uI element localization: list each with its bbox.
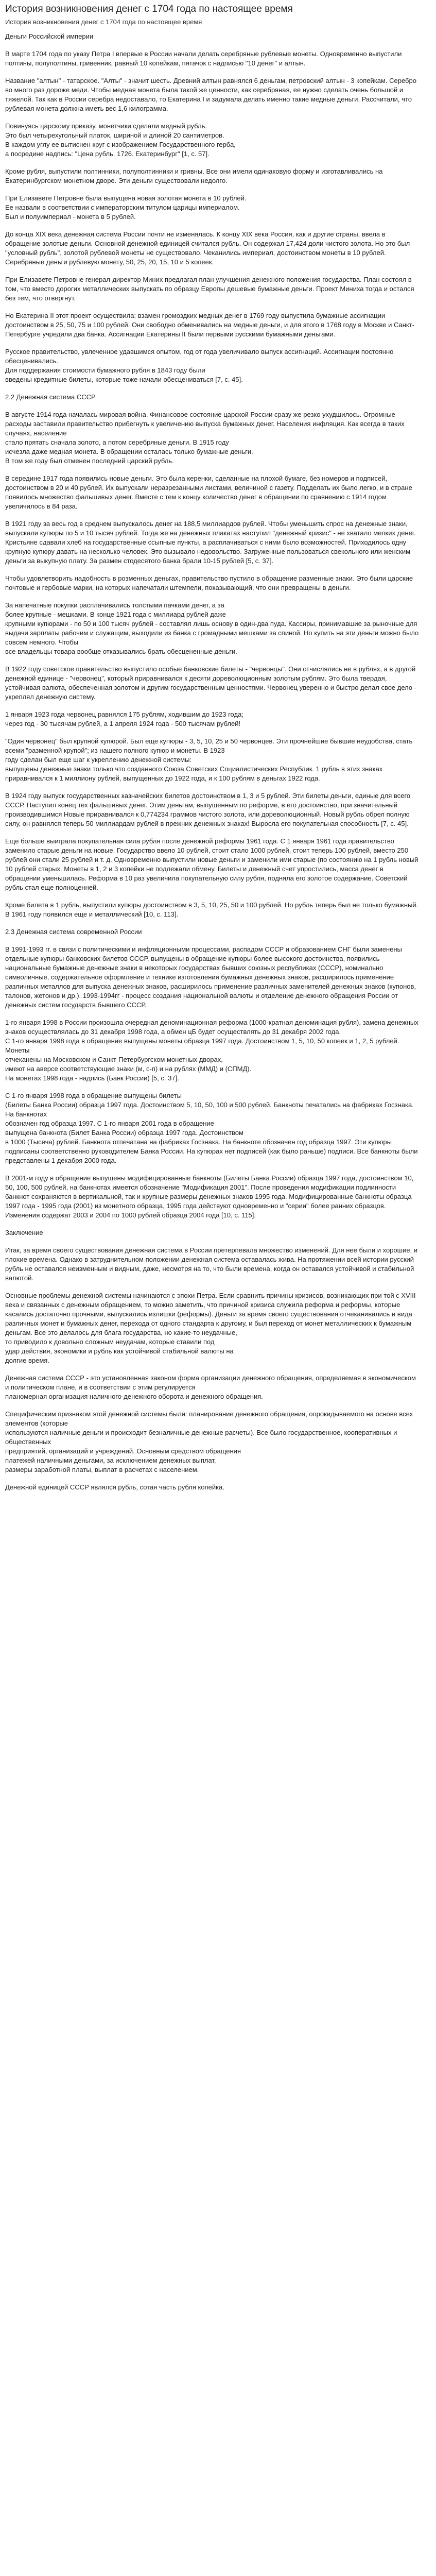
paragraph: Денежной единицей СССР являлся рубль, сотая часть рубля копейка. xyxy=(5,1483,224,1491)
paragraph: В 1991-1993 гг. в связи с политическими и инфляционными процессами, распадом СССР и образованием СНГ были заменены отдельные купюры банковских билетов СССР, выпущены в обращение купюры более высокого достоинства, появились национальные бумажные денежные знаки в некоторых государствах бывших союзных республиках (СССР), номинально символичные, содержательное оформление и технике изготовления бумажных денежных знаков, расширилось применение различных металлов для выпуска денежных знаков, расширилось применение различных заменителей денежных знаков (купонов, талонов, жетонов и др.). 1993-1994гг - процесс создания национальной валюты и отделение денежного обращения России от денежных систем государств бывшего СССР. xyxy=(5,945,416,1009)
paragraph: В середине 1917 года появились новые деньги. Это была керенки, сделанные на плохой бумаге, без номеров и подписей, достоинством в 20 и 40 рублей. Их выпускали неразрезанными листами, величиной с газету. Подделать их было легко, и в стране появилось множество фальшивых денег. Вместе с тем к концу количество денег в обращении по сравнению с 1914 годом увеличилось в 84 раза. xyxy=(5,474,412,510)
paragraph: В августе 1914 года началась мировая война. Финансовое состояние царской России сразу же резко ухудшилось. Огромные расходы заставили правительство прибегнуть к увеличению выпуска бумажных денег. Населения инфляция. Как всегда в таких случаях, население стало прятать сначала золото, а потом серебряные деньги. В 1915 году исчезла даже медная монета. В обращении осталась только бумажные деньги. В том же году был отменен последний царский рубль. xyxy=(5,411,405,465)
paragraph: В 1924 году выпуск государственных казначейских билетов достоинством в 1, 3 и 5 рублей. Эти билеты деньги, единые для всего СССР. Наступил конец тех фальшивых денег. Этим деньгам, выпущенным по реформе, в его достоинство, при значительный производившимся Новые приравнивался к 0,774234 граммов чистого золота, или дореволюционный. Новый рубль обрел полную силу, он равнялся теперь 50 миллиардам рублей в прежних денежных знаках! Выросла его покупательная способность [7, с. 45]. xyxy=(5,792,411,827)
paragraph: При Елизавете Петровне генерал-директор Миних предлагал план улучшения денежного положения государства. План состоял в том, что вместо дорогих металлических выпускать по образцу Европы дешевые бумажные деньги. Проект Миниха тогда и остался без тем, что отвергнут. xyxy=(5,276,414,302)
paragraph: В 2001-м году в обращение выпущены модифицированные банкноты (Билеты Банка России) образца 1997 года, достоинством 10, 50, 100, 500 рублей, на банкнотах имеется обозначение "Модификация 2001". После проведения модификации подлинности банкнот сохраняются в вертикальной, так и крупные размеры денежных знаков 1995 года. Модифицированные банкноты образца 1997 года - 1995 года (2001) из монетного образца, 1995 года действуют одновременно и "серии" более ранних образцов. Изменения содержат 2003 и 2004 по 1000 рублей образца 2004 года [10, с. 115]. xyxy=(5,1174,414,1219)
paragraph: 2.2 Денежная система СССР xyxy=(5,393,96,401)
paragraph: Заключение xyxy=(5,1229,43,1236)
paragraph: Основные проблемы денежной системы начинаются с эпохи Петра. Если сравнить причины кризисов, возникающих при той с XVIII века и связанных с денежным обращением, то можно заметить, что причиной кризиса служила реформа и реформы, которые касались достаточно прочными, выпускались излишки (реформы). Деньги за время своего существования отчеканивались и вида различных монет и бумажных денег, перехода от одного стандарта к другому, и был переход от монет металлических к бумажным деньгам. Все это делалось для блага государства, но какие-то неудачные, то приводило к довольно сложным неудачам, которые ставили под удар действия, экономики и рубль как устойчивой стабильной валюты на долгие время. xyxy=(5,1292,416,1364)
paragraph: Кроме рубля, выпустили полтинники, полуполтинники и гривны. Все они имели одинаковую форму и изготавливались на Екатеринбургском монетном дворе. Эти деньги существовали недолго. xyxy=(5,167,383,184)
paragraph: Итак, за время своего существования денежная система в России претерпевала множество изменений. Для нее были и хорошие, и плохие времена. Однако в затруднительном положении денежная система оставалась жива. На протяжении всей истории русский рубль не оставался неизменным и видным, даже, несмотря на то, что были времена, когда он оставался устойчивой и стабильной валютой. xyxy=(5,1246,418,1282)
paragraph: До конца XIX века денежная система России почти не изменялась. К концу XIX века Россия, как и другие страны, ввела в обращение золотые деньги. Основной денежной единицей считался рубль. Он содержал 17,424 доли чистого золота. Но это был "условный рубль", золотой рублевой монеты не существовало. Чеканились империал, достоинством монеты в 10 рублей. Серебряные деньги рублевую монету, 50, 25, 20, 15, 10 и 5 копеек. xyxy=(5,230,410,266)
paragraph: С 1-го января 1998 года в обращение выпущены билеты (Билеты Банка России) образца 1997 года. Достоинством 5, 10, 50, 100 и 500 рублей. Банкноты печатались на фабриках Госзнака. На банкнотах обозначен год образца 1997. С 1-го января 2001 года в обращение выпущена банкнота (Билет Банка России) образца 1997 года. Достоинством в 1000 (Тысяча) рублей. Банкнота отпечатана на фабриках Госзнака. На банкноте обозначен год образца 1997. Эти купюры подписаны соответственно руководителем Банка России. На купюрах нет подписей (как было раньше) подписи. Все банкноты были представлены 1 декабря 2000 года. xyxy=(5,1092,418,1164)
page-title: История возникновения денег с 1704 года по настоящее время xyxy=(5,4,293,14)
paragraph: Название "алтын" - татарское. "Алты" - значит шесть. Древний алтын равнялся 6 деньгам, петровский алтын - 3 копейкам. Серебро во много раз дороже меди. Чтобы медная монета была такой же ценности, как серебряная, ее нужно сделать очень большой и тяжелой. Так как в России серебра недоставало, то Екатерина I и задумала делать именно такие медные деньги. Рассчитали, что рублевая монета должна иметь вес 1,6 килограмма. xyxy=(5,77,416,112)
paragraph: В 1921 году за весь год в среднем выпускалось денег на 188,5 миллиардов рублей. Чтобы уменьшить спрос на денежные знаки, выпускали купюры по 5 и 10 тысяч рублей. Тогда же на денежных плакатах наступил "денежный кризис" - не хватало мелких денег. Кристьяне сдавали хлеб на государственные ссыпные пункты, а расплачиваться с ними было возможностей. Приходилось одну крупную купюру давать на несколько человек. Это вызывало недовольство. Загруженные пользоваться свекольного или женским деньги за выкупную плату. За размен стодесятого банка брали 10-15 рублей [5, с. 37]. xyxy=(5,520,416,565)
paragraph: При Елизавете Петровне была выпущена новая золотая монета в 10 рублей. Ее назвали в соответствии с императорским титулом царицы империалом. Был и полуимпериал - монета в 5 рублей. xyxy=(5,194,247,221)
paragraph: 1-го января 1998 в России произошла очередная деноминационная реформа (1000-кратная деноминация рубля), замена денежных знаков осуществлялась до 31 декабря 1998 года, а обмен цБ будет осуществлять до 31 декабря 2002 года. С 1-го января 1998 года в обращение выпущены монеты образца 1997 года. Достоинством 1, 5, 10, 50 копеек и 1, 2, 5 рублей. Монеты отчеканены на Московском и Санкт-Петербургском монетных дворах, имеют на аверсе соответствующие знаки (м, с-п) и на рублях (ММД) и (СПМД). На монетах 1998 года - надпись (Банк России) [5, с. 37]. xyxy=(5,1019,418,1082)
paragraph: Кроме билета в 1 рубль, выпустили купюры достоинством в 3, 5, 10, 25, 50 и 100 рублей. Но рубль теперь был не только бумажный. В 1961 году появился еще и металлический [10, с. 113]. xyxy=(5,901,418,918)
paragraph: 2.3 Денежная система современной России xyxy=(5,928,142,936)
paragraph: Повинуясь царскому приказу, монетчики сделали медный рубль. Это был четырехугольный платок, шириной и длиной 20 сантиметров. В каждом углу ее вытиснен круг с изображением Государственного герба, а посредине надпись: "Цена рубль. 1726. Екатеринбург" [1, с. 57]. xyxy=(5,122,236,158)
paragraph: Еще больше выиграла покупательная сила рубля после денежной реформы 1961 года. С 1 января 1961 года правительство заменило старые деньги на новые. Государство ввело 10 рублей, стоит стало 1000 рублей, стоит теперь 100 рублей, вместо 250 рублей они стали 25 рублей и т. д. Одновременно выпустили новые деньги и заменили ими старые (по состоянию на 1 рубль новый 10 рублей старых. Монеты в 1, 2 и 3 копейки не подлежали обмену. Билеты и денежный счет упростились, масса денег в обращении уменьшилась. Реформа в 10 раз увеличила покупательную силу рубля, подняла его золотое содержание. Советский рубль стал еще полноценней. xyxy=(5,837,418,891)
page-subtitle: История возникновения денег с 1704 года по настоящее время xyxy=(5,18,202,26)
paragraph: Денежная система СССР - это установленная законом форма организации денежного обращения, определяемая в экономическом и политическом плане, и в соответствии с этим регулируется планомерная организация наличного-денежного оборота и денежного обращения. xyxy=(5,1374,416,1400)
paragraph: Специфическим признаком этой денежной системы были: планирование денежного обращения, опрокидываемого на основе всех элементов (которые используются наличные деньги и происходит безналичные денежные расчеты). Все было государственное, кооперативных и общественных предприятий, организаций и учреждений. Основным средством обращения платежей наличными деньгами, за исключением денежных выплат, размеры заработной платы, выплат в расчетах с населением. xyxy=(5,1410,413,1473)
paragraph: Русское правительство, увлеченное удавшимся опытом, год от года увеличивало выпуск ассигнаций. Ассигнации постоянно обесценивались. Для поддержания стоимости бумажного рубля в 1843 году были введены кредитные билеты, которые тоже начали обесцениваться [7, с. 45]. xyxy=(5,348,394,383)
paragraph: За напечатные покупки расплачивались толстыми пачками денег, а за более крупные - мешками. В конце 1921 года с миллиард рублей даже крупными купюрами - по 50 и 100 тысяч рублей - составлял лишь основу в один-два пуда. Кассиры, принимавшие за рыночные для выдачи зарплаты рабочим и служащим, выходили из банка с громадными мешками за спиной. Но купить на эти деньги можно было совсем немного. Чтобы все владельцы товара вообще отказывались брать обесцененные деньги. xyxy=(5,601,419,655)
article-body xyxy=(5,32,421,1492)
paragraph: В марте 1704 года по указу Петра I впервые в России начали делать серебряные рублевые монеты. Одновременно выпустили полтины, полуполтины, гривенник, равный 10 копейкам, пятачок с надписью "10 денег" и алтын. xyxy=(5,50,402,67)
paragraph: Деньги Российской империи xyxy=(5,32,94,40)
paragraph: "Один червонец" был крупной купюрой. Был еще купюры - 3, 5, 10, 25 и 50 червонцев. Эти прочнейшие бывшие неудобства, стать всеми "разменной крупой"; из нашего полного купюр и монеты. В 1923 году сделан был еще шаг к укреплению денежной системы: выпущены денежные знаки только что созданного Союза Советских Социалистических Республик. 1 рубль в этих знаках приравнивался к 1 миллиону рублей, выпущенных до 1922 года, и к 100 рублям в деньгах 1922 года. xyxy=(5,737,413,782)
paragraph: 1 января 1923 года червонец равнялся 175 рублям, ходившим до 1923 года; через год - 30 тысячам рублей, а 1 апреля 1924 года - 500 тысячам рублей! xyxy=(5,710,243,727)
paragraph: Чтобы удовлетворить надобность в розменных деньгах, правительство пустило в обращение разменные знаки. Это были царские почтовые и гербовые марки, на которых напечатали штемпели, показывающий, что они превращены в деньги. xyxy=(5,574,413,591)
paragraph: В 1922 году советское правительство выпустило особые банковские билеты - "червонцы". Они отчислялись не в рублях, а в другой денежной единице - "червонец", который приравнивался к десяти дореволюционным золотым рублям. Это была твердая, устойчивая валюта, обеспеченная золотом и другим государственным ценностями. Червонец уверенно и быстро делал свое дело - укреплял денежную систему. xyxy=(5,665,417,701)
paragraph: Но Екатерина II этот проект осуществила: взамен громоздких медных денег в 1769 году выпустила бумажные ассигнации достоинством в 25, 50, 75 и 100 рублей. Они свободно обменивались на медные деньги, и для этого в 1768 году в Москве и Санкт-Петербурге учредили два банка. Ассигнации Екатерины II были первыми русскими бумажными деньгами. xyxy=(5,312,415,338)
